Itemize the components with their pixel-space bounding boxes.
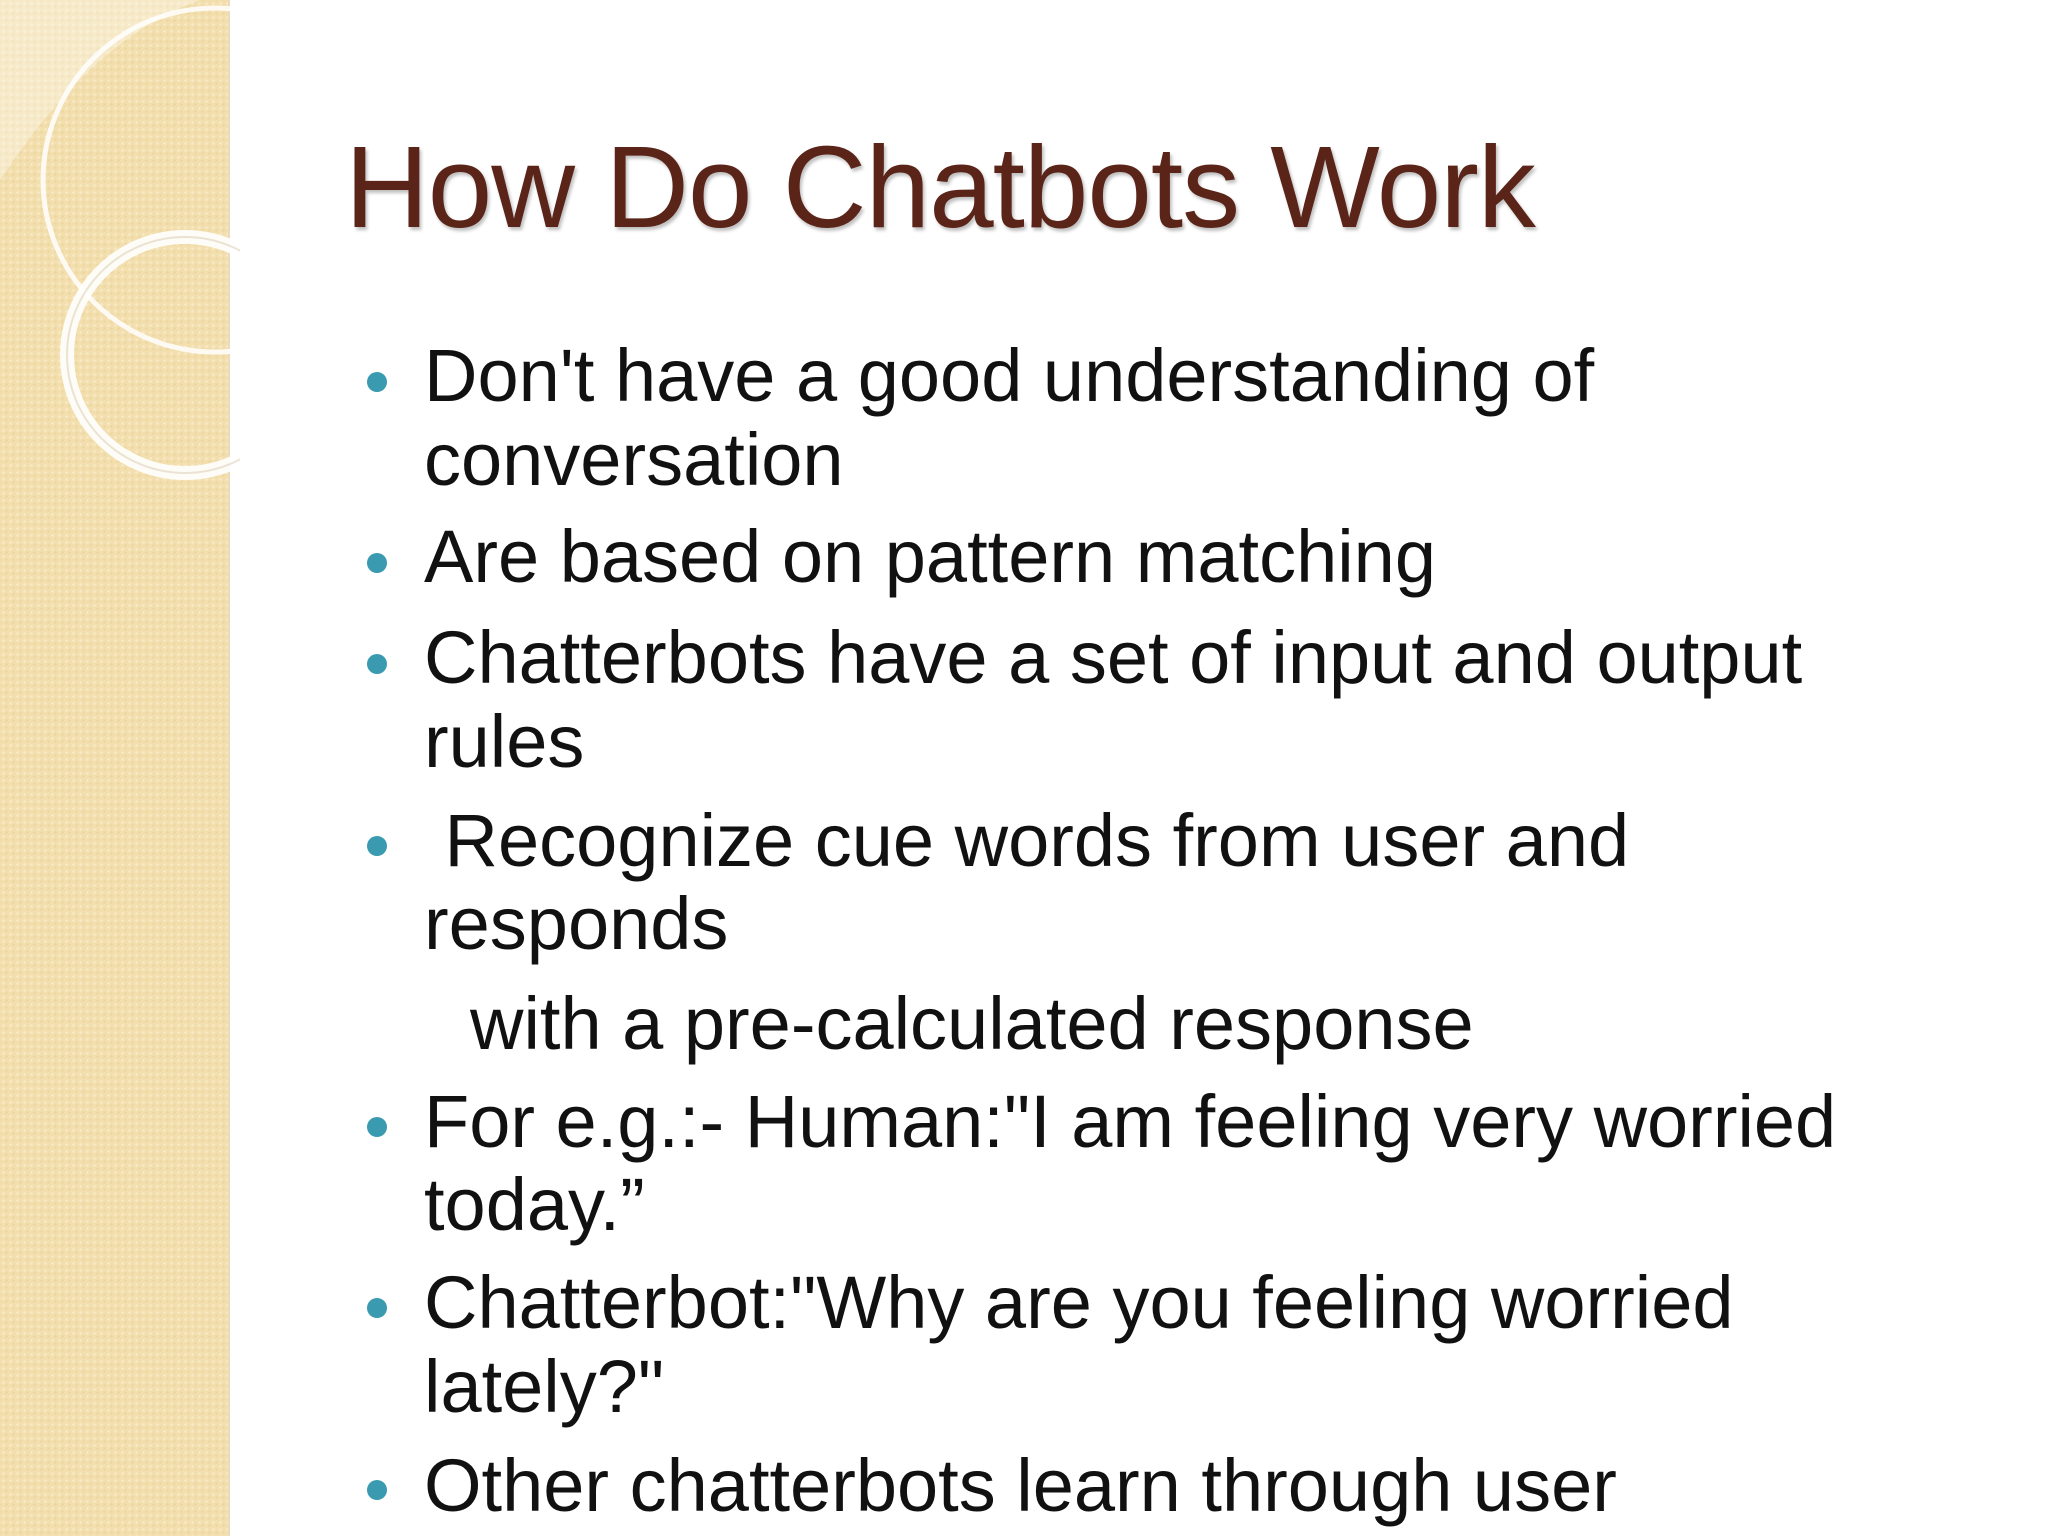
bullet-line: Chatterbots have a set of input and output [424, 616, 1803, 699]
bullet-line: Are based on pattern matching [424, 515, 1436, 598]
bullet-line: responds [424, 882, 729, 965]
bullet-line: conversation [424, 418, 844, 501]
bullet-icon [367, 1480, 387, 1500]
bullet-icon [367, 654, 387, 674]
bullet-icon [367, 836, 387, 856]
bullet-line: with a pre-calculated response [470, 982, 1474, 1065]
bullet-line: today.” [424, 1163, 645, 1246]
bullet-line: Other chatterbots learn through user [424, 1444, 1617, 1527]
bullet-line: Chatterbot:"Why are you feeling worried [424, 1261, 1734, 1344]
slide-title: How Do Chatbots Work [345, 122, 1535, 252]
bullet-line: rules [424, 700, 585, 783]
bullet-line: Don't have a good understanding of [424, 334, 1595, 417]
bullet-icon [367, 1298, 387, 1318]
bullet-line: Recognize cue words from user and [424, 799, 1630, 882]
bullet-icon [367, 372, 387, 392]
bullet-icon [367, 553, 387, 573]
bullet-line: lately?" [424, 1345, 665, 1428]
bullet-icon [367, 1117, 387, 1137]
bullet-line: For e.g.:- Human:"I am feeling very worried [424, 1080, 1837, 1163]
